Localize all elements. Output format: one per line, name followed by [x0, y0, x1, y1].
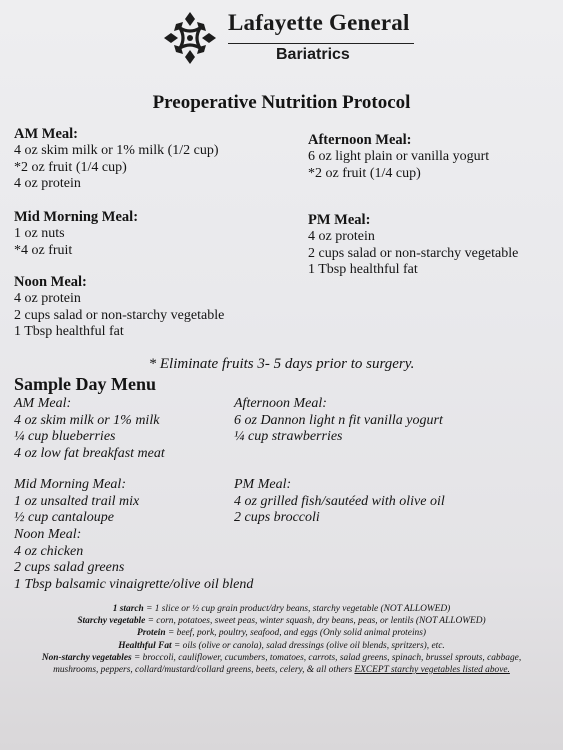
sample-pm-meal: [234, 477, 445, 527]
protocol-am-meal: [14, 126, 219, 193]
meal-item: 1 Tbsp healthful fat: [14, 324, 124, 339]
protocol-noon-meal: [14, 274, 224, 341]
meal-heading: PM Meal:: [308, 212, 371, 228]
sample-noon-meal: [14, 527, 253, 593]
meal-heading: AM Meal:: [14, 126, 79, 142]
definitions-footer: [0, 603, 563, 676]
meal-item: 2 cups salad or non-starchy vegetable: [308, 245, 519, 261]
meal-item: 6 oz Dannon light n fit vanilla yogurt: [234, 412, 443, 428]
meal-item: 1 oz nuts: [14, 226, 65, 241]
definition-non-starchy-vegetables-cont: mushrooms, peppers, collard/mustard/collard greens, beets, celery, & all others EXCEPT starchy vegetables listed above.: [53, 665, 510, 676]
meal-item: 4 oz skim milk or 1% milk: [14, 412, 160, 428]
meal-heading: Noon Meal:: [14, 527, 82, 542]
meal-heading: Mid Morning Meal:: [14, 477, 126, 492]
definition-protein: Protein = beef, pork, poultry, seafood, and eggs (Only solid animal proteins): [136, 628, 427, 639]
meal-item: ¼ cup blueberries: [14, 429, 116, 445]
protocol-pm-meal: [308, 212, 518, 279]
meal-heading: Afternoon Meal:: [234, 396, 327, 411]
meal-item: 4 oz protein: [14, 176, 81, 191]
protocol-mid-morning-meal: [14, 209, 138, 259]
meal-item: 4 oz protein: [308, 229, 375, 244]
meal-item: 4 oz low fat breakfast meat: [14, 445, 165, 461]
meal-item: 1 oz unsalted trail mix: [14, 493, 140, 509]
definition-starch: 1 starch = 1 slice or ½ cup grain product/dry beans, starchy vegetable (NOT ALLOWED): [112, 604, 451, 614]
meal-item: *2 oz fruit (1/4 cup): [14, 159, 127, 175]
meal-heading: Mid Morning Meal:: [14, 209, 139, 225]
meal-item: ¼ cup strawberries: [234, 429, 343, 445]
meal-item: 1 Tbsp balsamic vinaigrette/olive oil blend: [14, 576, 254, 592]
meal-item: 2 cups salad or non-starchy vegetable: [14, 307, 225, 323]
fruit-elimination-note: * Eliminate fruits 3- 5 days prior to surgery.: [148, 356, 415, 372]
meal-item: 2 cups broccoli: [234, 510, 320, 526]
meal-item: 6 oz light plain or vanilla yogurt: [308, 149, 490, 164]
meal-item: 4 oz protein: [14, 291, 81, 306]
department-name: Bariatrics: [276, 46, 350, 63]
logo-divider: [228, 43, 414, 44]
sample-am-meal: [14, 396, 165, 462]
definition-starchy-vegetable: Starchy vegetable = corn, potatoes, sweet peas, winter squash, dry beans, peas, or lentils (NOT ALLOWED): [77, 616, 486, 627]
meal-item: *4 oz fruit: [14, 242, 73, 258]
lafayette-general-logo-icon: [162, 10, 218, 66]
sample-afternoon-meal: [234, 396, 443, 446]
meal-heading: Afternoon Meal:: [308, 132, 412, 148]
meal-item: 1 Tbsp healthful fat: [308, 262, 418, 277]
meal-item: 2 cups salad greens: [14, 560, 125, 576]
org-name: Lafayette General: [228, 10, 410, 35]
meal-item: ½ cup cantaloupe: [14, 510, 114, 526]
document-title: Preoperative Nutrition Protocol: [152, 92, 411, 113]
definition-healthful-fat: Healthful Fat = oils (olive or canola), salad dressings (olive oil blends, spritzers), etc.: [118, 640, 445, 651]
meal-heading: Noon Meal:: [14, 274, 87, 290]
meal-item: 4 oz chicken: [14, 543, 84, 559]
sample-mid-morning-meal: [14, 477, 139, 527]
meal-heading: PM Meal:: [234, 477, 292, 492]
meal-item: *2 oz fruit (1/4 cup): [308, 165, 421, 181]
meal-item: 4 oz skim milk or 1% milk (1/2 cup): [14, 143, 219, 158]
protocol-afternoon-meal: [308, 132, 489, 182]
meal-heading: AM Meal:: [14, 396, 72, 411]
definition-non-starchy-vegetables: Non-starchy vegetables = broccoli, cauliflower, cucumbers, tomatoes, carrots, salad greens, spinach, brussel sprouts, cabbage,: [41, 652, 522, 663]
sample-menu-heading: Sample Day Menu: [14, 374, 157, 394]
meal-item: 4 oz grilled fish/sautéed with olive oil: [234, 493, 445, 509]
